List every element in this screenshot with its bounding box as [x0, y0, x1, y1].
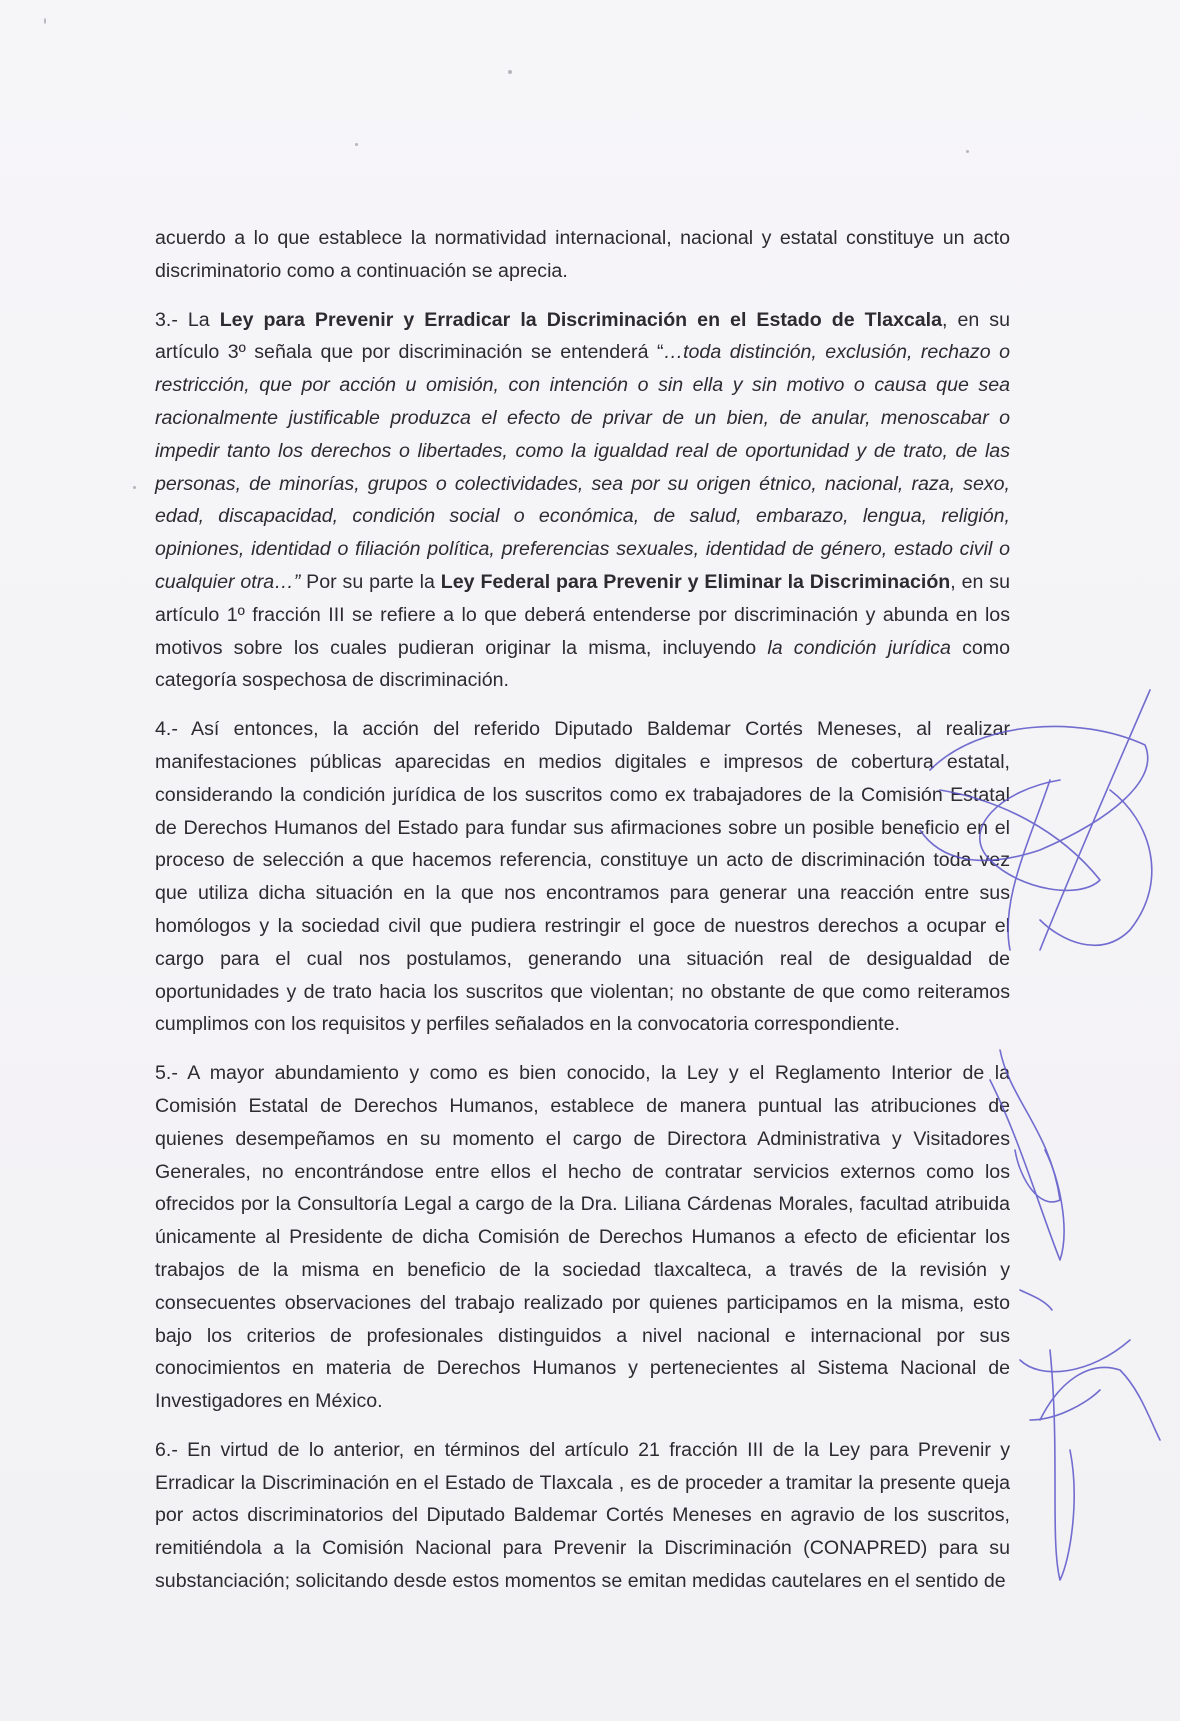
p3-text: , en su artículo 1º fracción III se refiere a lo que deberá entenderse por discriminación y abunda en los motivos sobre los cuales pudieran originar la misma, incluyendo — [155, 570, 1010, 659]
p3-state-law-title: Ley para Prevenir y Erradicar la Discriminación en el Estado de Tlaxcala — [219, 308, 942, 331]
signature-stroke — [1040, 790, 1152, 945]
signature-stroke — [1050, 1350, 1074, 1580]
p3-prefix: 3.- La — [155, 308, 220, 331]
paper-speck — [508, 70, 512, 74]
signature-stroke — [1020, 1340, 1130, 1372]
signature-stroke — [1020, 1290, 1052, 1310]
paper-speck — [966, 150, 969, 153]
paragraph-4: 4.- Así entonces, la acción del referido Diputado Baldemar Cortés Meneses, al realizar manifestaciones públicas aparecidas en medios digitales e impresos de cobertura estatal, considerando la condición jurídica de los suscritos como ex trabajadores de la Comisión Estatal de Derechos Humanos del Estado para fundar sus afirmaciones sobre un posible beneficio en el proceso de selección a que hacemos referencia, constituye un acto de discriminación toda vez que utiliza dicha situación en la que nos encontramos para generar una reacción entre sus homólogos y la sociedad civil que pudiera restringir el goce de nuestros derechos a ocupar el cargo para el cual nos postulamos, generando una situación real de desigualdad de oportunidades y de trato hacia los suscritos que violentan; no obstante de que como reiteramos cumplimos con los requisitos y perfiles señalados en la convocatoria correspondiente. — [155, 718, 1010, 1036]
document-body — [155, 222, 1010, 1614]
paragraph-intro: acuerdo a lo que establece la normatividad internacional, nacional y estatal constituye un acto discriminatorio como a continuación se aprecia. — [155, 227, 1010, 282]
p3-text: como categoría sospechosa de discriminación. — [155, 636, 1011, 692]
signature-stroke — [1030, 1390, 1100, 1420]
p3-legal-condition: la condición jurídica — [767, 636, 951, 659]
paragraph-5: 5.- A mayor abundamiento y como es bien conocido, la Ley y el Reglamento Interior de la Comisión Estatal de Derechos Humanos, establece de manera puntual las atribuciones de quienes desempeñamos en su momento el cargo de Directora Administrativa y Visitadores Generales, no encontrándose entre ellos el hecho de contratar servicios externos como los ofrecidos por la Consultoría Legal a cargo de la Dra. Liliana Cárdenas Morales, facultad atribuida únicamente al Presidente de dicha Comisión de Derechos Humanos a efecto de eficientar los trabajos de la misma en beneficio de la sociedad tlaxcalteca, a través de la revisión y consecuentes observaciones del trabajo realizado por quienes participamos en la misma, esto bajo los criterios de profesionales distinguidos a nivel nacional e internacional por sus conocimientos en materia de Derechos Humanos y pertenecientes al Sistema Nacional de Investigadores en México. — [155, 1062, 1010, 1413]
signature-stroke — [1040, 690, 1150, 950]
p3-text: , en su artículo 3º señala que por discriminación se entenderá “ — [155, 308, 1010, 364]
paper-speck — [355, 143, 358, 146]
paragraph-6: 6.- En virtud de lo anterior, en términos del artículo 21 fracción III de la Ley para Prevenir y Erradicar la Discriminación en el Estado de Tlaxcala , es de proceder a tramitar la presente queja por actos discriminatorios del Diputado Baldemar Cortés Meneses en agravio de los suscritos, remitiéndola a la Comisión Nacional para Prevenir la Discriminación (CONAPRED) para su substanciación; solicitando desde estos momentos se emitan medidas cautelares en el sentido de — [155, 1438, 1010, 1593]
signature-stroke — [1040, 1367, 1160, 1440]
paper-speck — [133, 486, 136, 489]
p3-quoted-definition: …toda distinción, exclusión, rechazo o restricción, que por acción u omisión, con intención o sin ella y sin motivo o causa que sea racionalmente justificable produzca el efecto de privar de un bien, de anular, menoscabar o impedir tanto los derechos o libertades, como la igualdad real de oportunidad y de trato, de las personas, de minorías, grupos o colectividades, sea por su origen étnico, nacional, raza, sexo, edad, discapacidad, condición social o económica, de salud, embarazo, lengua, religión, opiniones, identidad o filiación política, preferencias sexuales, identidad de género, estado civil o cualquier otra…” — [155, 341, 1010, 593]
paragraph-3 — [155, 304, 1010, 698]
paper-speck — [44, 18, 46, 24]
p3-text: Por su parte la — [300, 570, 441, 593]
signature-stroke — [1008, 780, 1050, 950]
p3-federal-law-title: Ley Federal para Prevenir y Eliminar la Discriminación — [440, 570, 951, 593]
